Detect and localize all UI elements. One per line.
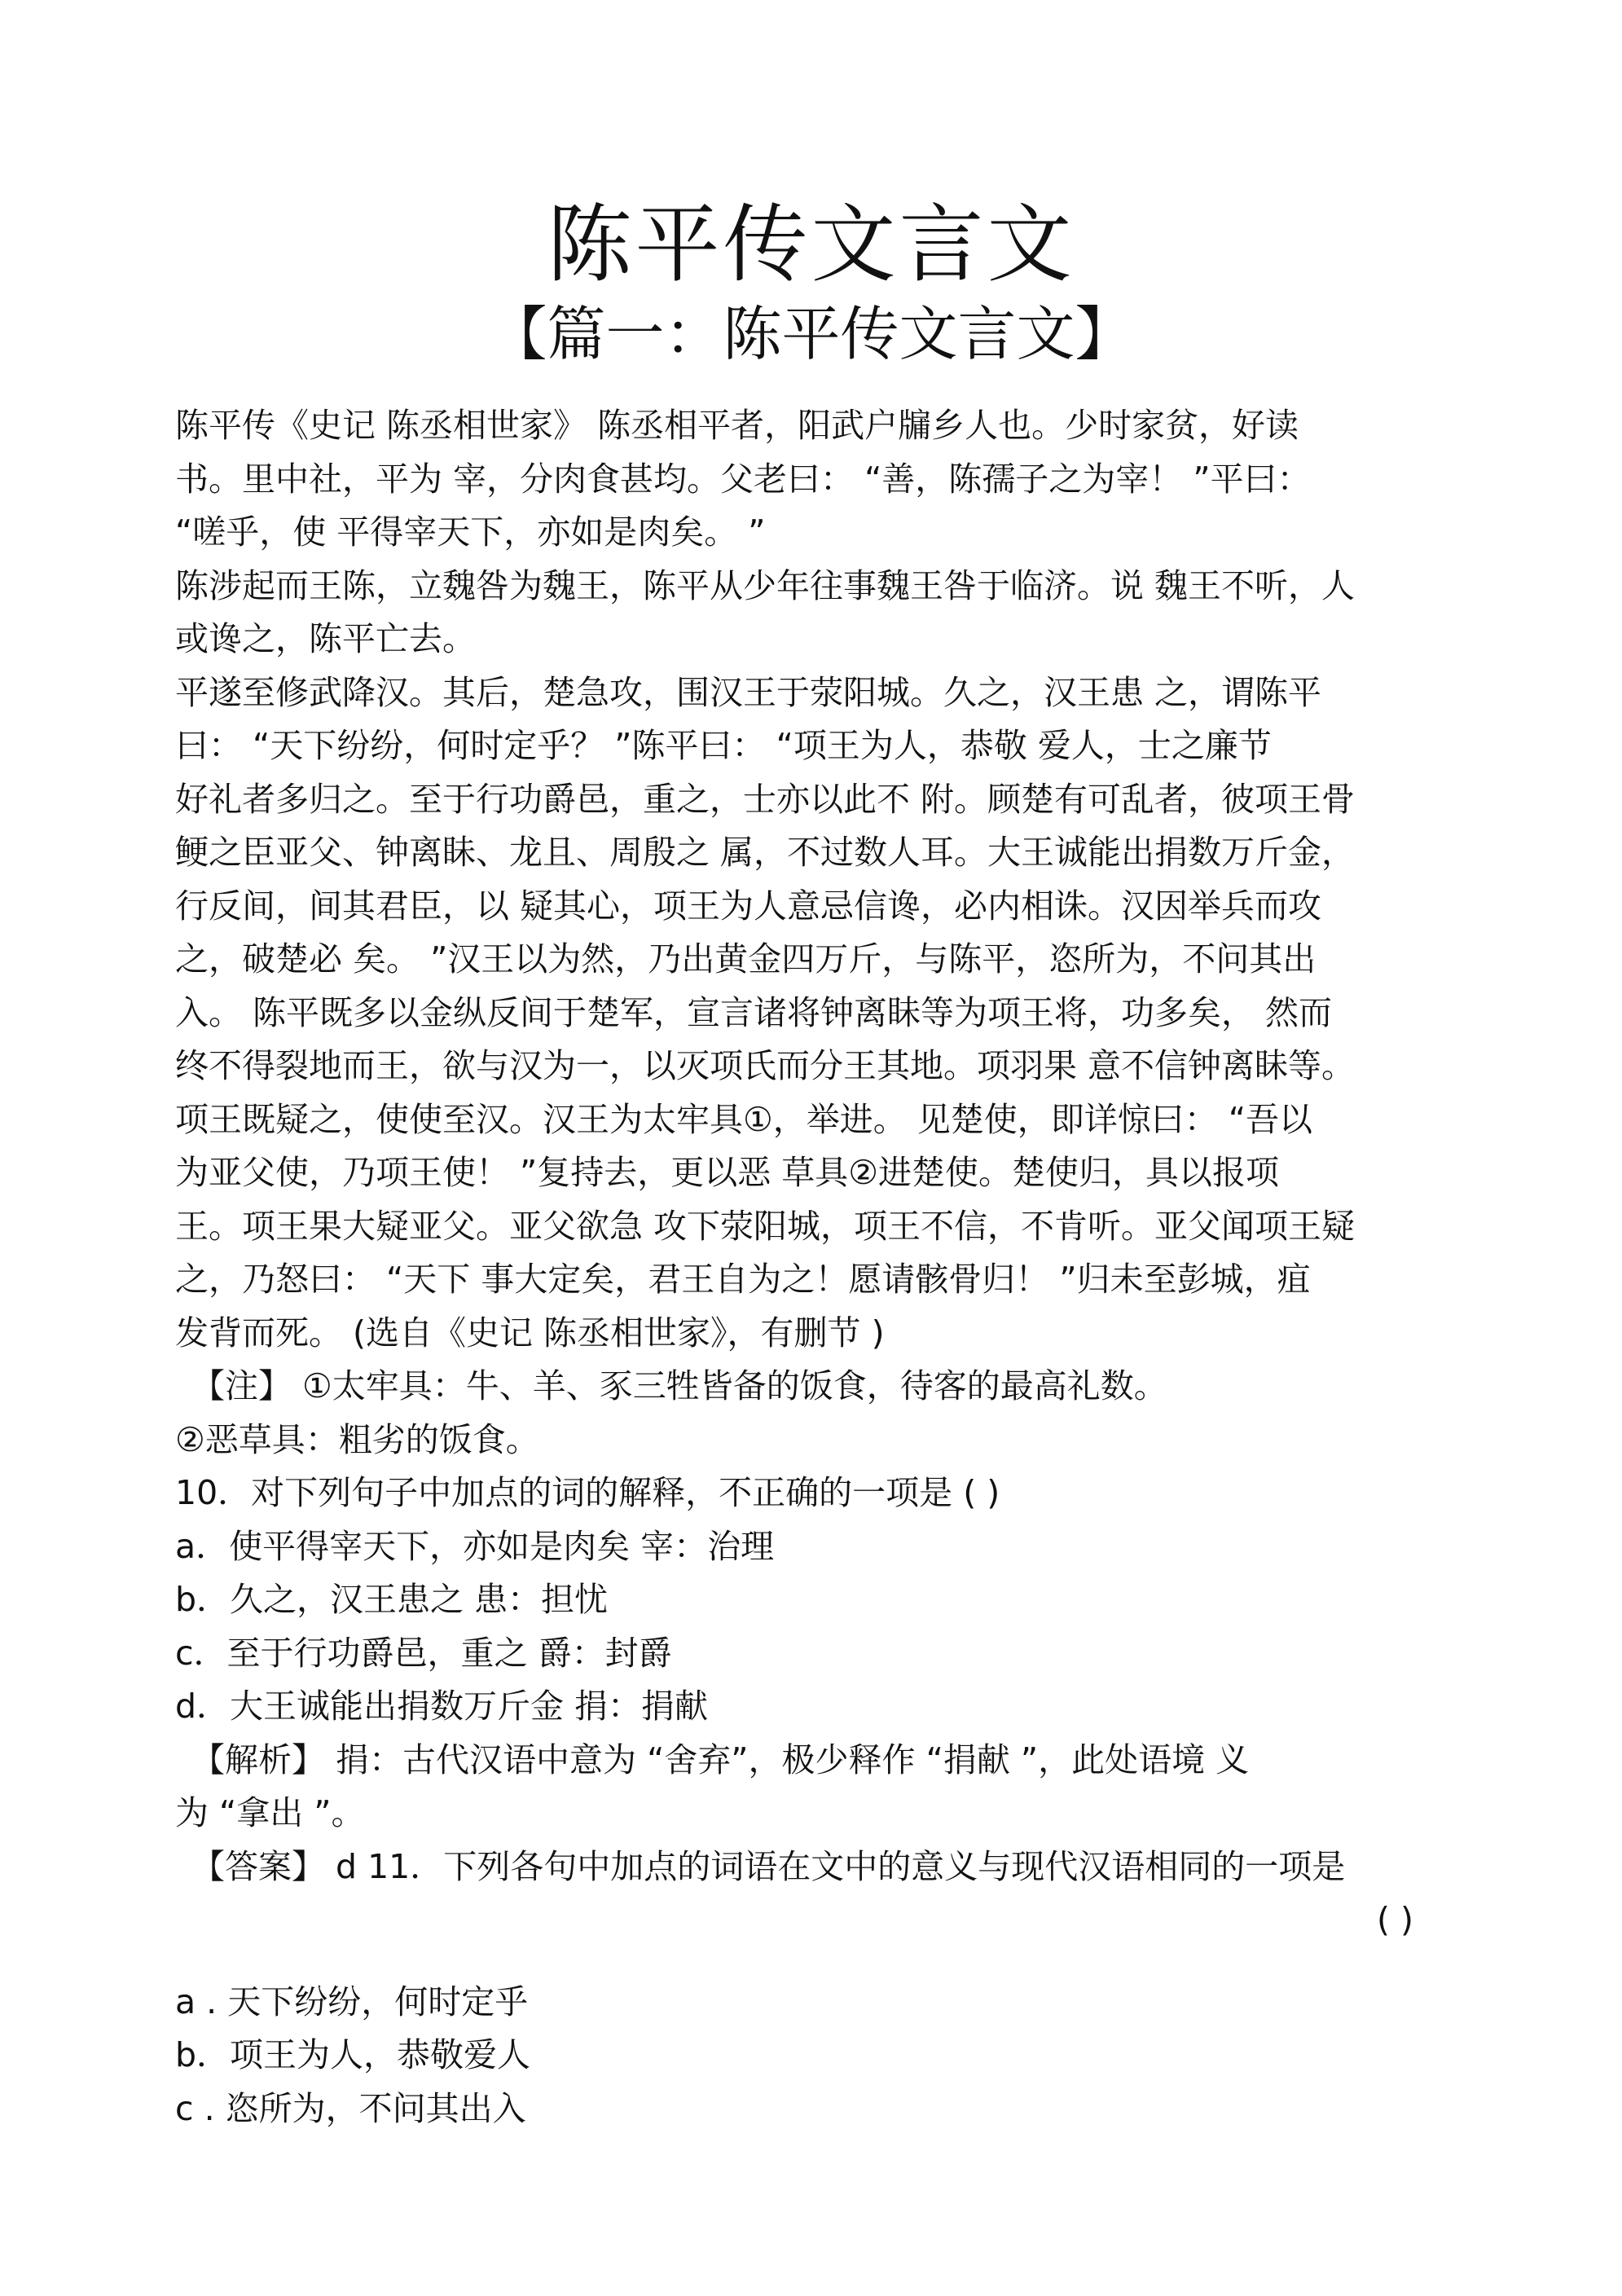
text-line: 行反间，间其君臣，以 疑其心，项王为人意忌信谗，必内相诛。汉因举兵而攻 [175, 886, 1322, 926]
text-line: 曰： “天下纷纷，何时定乎？ ”陈平曰： “项王为人，恭敬 爱人，士之廉节 [175, 726, 1272, 765]
text-line: 之，破楚必 矣。 ”汉王以为然，乃出黄金四万斤，与陈平，恣所为，不问其出 [175, 939, 1317, 979]
text-line: 好礼者多归之。至于行功爵邑，重之，士亦以此不 附。顾楚有可乱者，彼项王骨 [175, 779, 1356, 819]
text-line: 鲠之臣亚父、钟离眛、龙且、周殷之 属，不过数人耳。大王诚能出捐数万斤金， [175, 833, 1356, 872]
question-line: 10．对下列句子中加点的词的解释，不正确的一项是 ( ) [175, 1473, 1000, 1512]
document-body [175, 399, 1446, 2135]
text-line: 陈涉起而王陈，立魏咎为魏王，陈平从少年往事魏王咎于临济。说 魏王不听，人 [175, 565, 1356, 605]
text-line: 或谗之，陈平亡去。 [175, 619, 476, 658]
text-line: 王。项王果大疑亚父。亚父欲急 攻下荥阳城，项王不信，不肯听。亚父闻项王疑 [175, 1206, 1356, 1246]
text-line: 项王既疑之，使使至汉。汉王为太牢具①，举进。 见楚使，即详惊曰： “吾以 [175, 1099, 1313, 1139]
note-line: 【注】 ①太牢具：牛、羊、豕三牲皆备的饭食，待客的最高礼数。 [191, 1366, 1167, 1405]
text-line: 入。 陈平既多以金纵反间于楚军，宣言诸将钟离眛等为项王将，功多矣， 然而 [175, 992, 1333, 1032]
option-line: c．至于行功爵邑，重之 爵：封爵 [175, 1633, 672, 1673]
option-line: d．大王诚能出捐数万斤金 捐：捐献 [175, 1687, 709, 1726]
text-line: 之，乃怒曰： “天下 事大定矣，君王自为之！愿请骸骨归！ ”归未至彭城，疽 [175, 1260, 1311, 1299]
text-line: 书。里中社，平为 宰，分肉食甚均。父老曰： “善，陈孺子之为宰！ ”平曰： [175, 459, 1311, 499]
option-line: b．项王为人，恭敬爱人 [175, 2035, 531, 2074]
text-line: 平遂至修武降汉。其后，楚急攻，围汉王于荥阳城。久之，汉王患 之，谓陈平 [175, 672, 1322, 712]
analysis-line: 【解析】 捐：古代汉语中意为 “舍弃”，极少释作 “捐献 ”，此处语境 义 [191, 1740, 1250, 1779]
text-line: 终不得裂地而王，欲与汉为一，以灭项氏而分王其地。项羽果 意不信钟离眛等。 [175, 1046, 1356, 1085]
option-line: a．使平得宰天下，亦如是肉矣 宰：治理 [175, 1526, 775, 1566]
option-line: c . 恣所为，不问其出入 [175, 2088, 526, 2128]
spacer [175, 1947, 1446, 1976]
note-line: ②恶草具：粗劣的饭食。 [175, 1419, 539, 1459]
section-heading: 【篇一：陈平传文言文】 [488, 300, 1134, 368]
option-line: b．久之，汉王患之 患：担忧 [175, 1580, 609, 1619]
text-line: 为亚父使，乃项王使！ ”复持去，更以恶 草具②进楚使。楚使归，具以报项 [175, 1153, 1280, 1192]
question-bracket: ( ) [1376, 1900, 1413, 1939]
text-line: 发背而死。 (选自《史记 陈丞相世家》，有删节 ) [175, 1313, 885, 1353]
analysis-line: 为 “拿出 ”。 [175, 1793, 365, 1832]
answer-line: 【答案】 d 11．下列各句中加点的词语在文中的意义与现代汉语相同的一项是 [191, 1846, 1346, 1886]
text-line: “嗟乎，使 平得宰天下，亦如是肉矣。 ” [175, 512, 766, 552]
text-line: 陈平传《史记 陈丞相世家》 陈丞相平者，阳武户牖乡人也。少时家贫，好读 [175, 406, 1299, 445]
option-line: a . 天下纷纷，何时定乎 [175, 1982, 529, 2021]
page-title: 陈平传文言文 [547, 195, 1075, 294]
